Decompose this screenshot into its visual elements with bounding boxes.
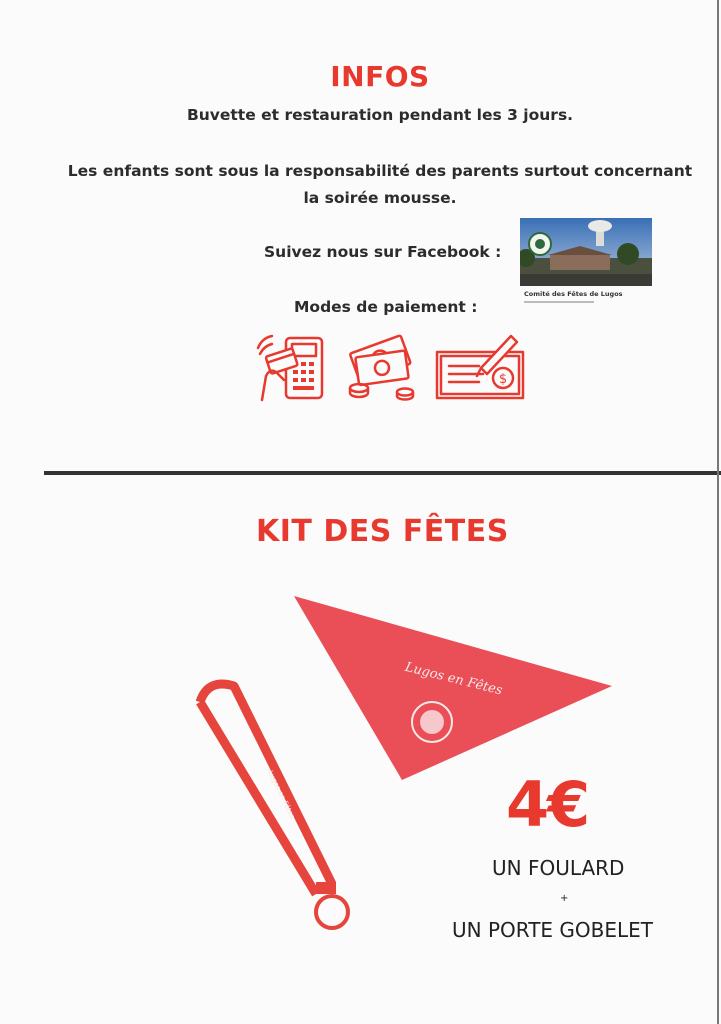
payment-modes-label: Modes de paiement : (294, 298, 478, 316)
info-line-soiree: la soirée mousse. (303, 189, 457, 207)
scarf-text: Lugos en Fêtes (403, 659, 504, 699)
svg-text:$: $ (498, 372, 508, 387)
kit-item-plus: + (560, 893, 569, 904)
facebook-follow-label: Suivez nous sur Facebook : (264, 243, 502, 261)
lanyard-image (190, 676, 370, 938)
facebook-cover-photo (520, 218, 652, 286)
info-line-enfants: Les enfants sont sous la responsabilité des parents surtout concernant (67, 162, 693, 180)
cash-coins-icon (345, 332, 415, 402)
facebook-page-name: Comité des Fêtes de Lugos (524, 290, 623, 298)
infos-title: INFOS (330, 60, 430, 93)
facebook-page-card[interactable] (520, 218, 652, 308)
kit-title: KIT DES FÊTES (256, 514, 509, 549)
lanyard-text: Lugos en Fêtes (266, 769, 297, 821)
kit-item-porte-gobelet: UN PORTE GOBELET (452, 918, 654, 942)
card-terminal-icon (256, 332, 330, 402)
page-edge-line (717, 0, 719, 1024)
facebook-page-subtext (524, 300, 594, 305)
kit-price: 4€ (506, 768, 589, 841)
cheque-icon (433, 330, 529, 404)
info-line-buvette: Buvette et restauration pendant les 3 jours. (186, 106, 574, 124)
section-divider (44, 471, 721, 475)
kit-item-foulard: UN FOULARD (492, 856, 625, 880)
